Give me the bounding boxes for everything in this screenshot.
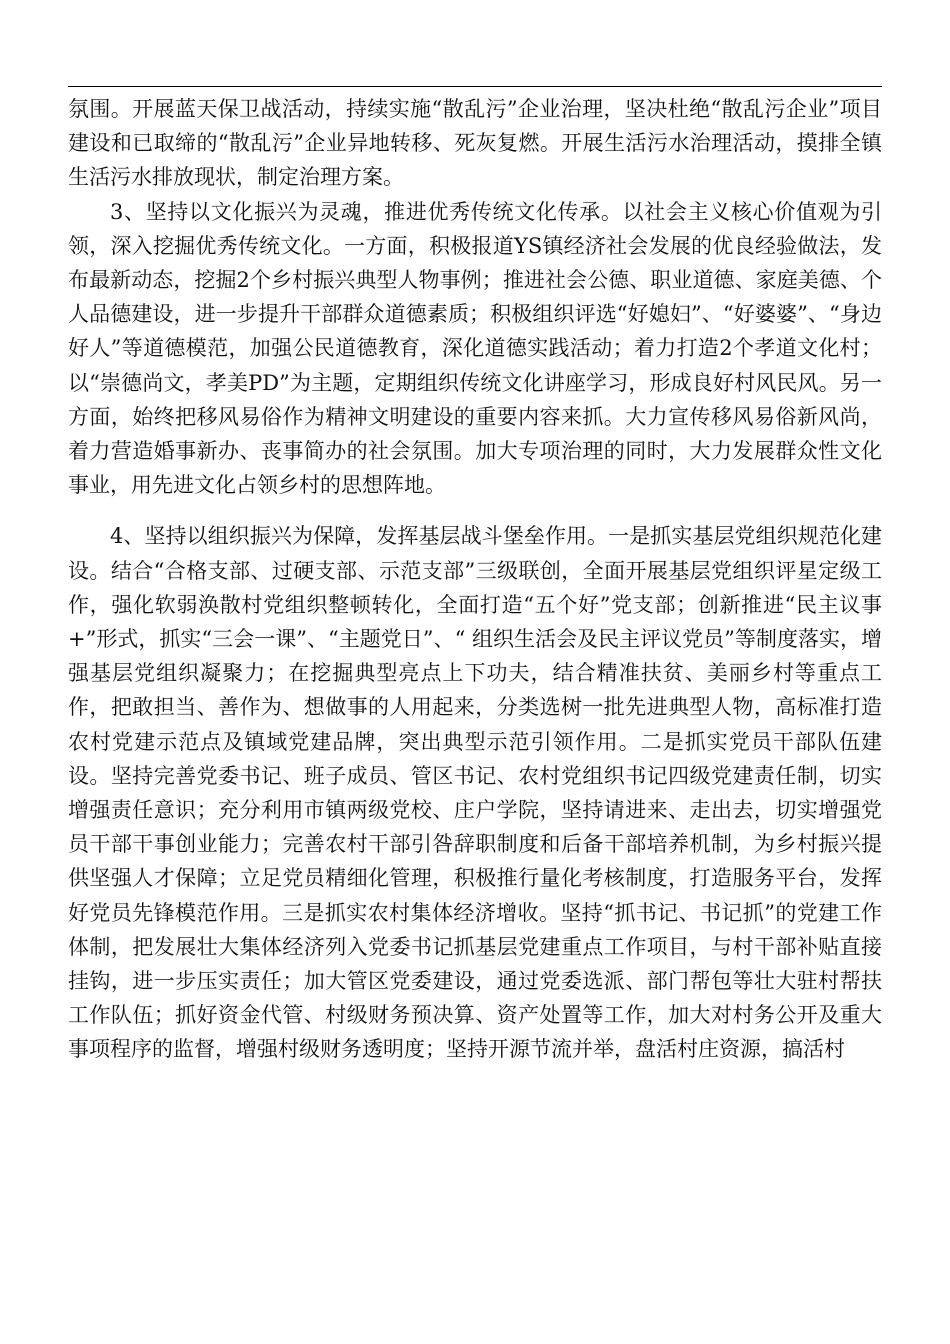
document-body (68, 92, 882, 1067)
paragraph-culture-revitalization: 3、坚持以文化振兴为灵魂，推进优秀传统文化传承。以社会主义核心价值观为引领，深入挖掘优秀传统文化。一方面，积极报道YS镇经济社会发展的优良经验做法，发布最新动态，挖掘2个乡村振兴典型人物事例；推进社会公德、职业道德、家庭美德、个人品德建设，进一步提升干部群众道德素质；积极组织评选“好媳妇”、“好婆婆”、“身边好人”等道德模范，加强公民道德教育，深化道德实践活动；着力打造2个孝道文化村；以“崇德尚文，孝美PD”为主题，定期组织传统文化讲座学习，形成良好村风民风。另一方面，始终把移风易俗作为精神文明建设的重要内容来抓。大力宣传移风易俗新风尚，着力营造婚事新办、丧事简办的社会氛围。加大专项治理的同时，大力发展群众性文化事业，用先进文化占领乡村的思想阵地。 (68, 199, 882, 498)
paragraph-continued: 氛围。开展蓝天保卫战活动，持续实施“散乱污”企业治理，坚决杜绝“散乱污企业”项目建设和已取缔的“散乱污”企业异地转移、死灰复燃。开展生活污水治理活动，摸排全镇生活污水排放现状，制定治理方案。 (68, 97, 882, 190)
header-rule (68, 86, 882, 87)
paragraph-organization-revitalization: 4、坚持以组织振兴为保障，发挥基层战斗堡垒作用。一是抓实基层党组织规范化建设。结合“合格支部、过硬支部、示范支部”三级联创，全面开展基层党组织评星定级工作，强化软弱涣散村党组织整顿转化，全面打造“五个好”党支部；创新推进“民主议事+”形式，抓实“三会一课”、“主题党日”、“ 组织生活会及民主评议党员”等制度落实，增强基层党组织凝聚力；在挖掘典型亮点上下功夫，结合精准扶贫、美丽乡村等重点工作，把敢担当、善作为、想做事的人用起来，分类选树一批先进典型人物，高标准打造农村党建示范点及镇域党建品牌，突出典型示范引领作用。二是抓实党员干部队伍建设。坚持完善党委书记、班子成员、管区书记、农村党组织书记四级党建责任制，切实增强责任意识；充分利用市镇两级党校、庄户学院，坚持请进来、走出去，切实增强党员干部干事创业能力；完善农村干部引咎辞职制度和后备干部培养机制，为乡村振兴提供坚强人才保障；立足党员精细化管理，积极推行量化考核制度，打造服务平台，发挥好党员先锋模范作用。三是抓实农村集体经济增收。坚持“抓书记、书记抓”的党建工作体制，把发展壮大集体经济列入党委书记抓基层党建重点工作项目，与村干部补贴直接挂钩，进一步压实责任；加大管区党委建设，通过党委选派、部门帮包等壮大驻村帮扶工作队伍；抓好资金代管、村级财务预决算、资产处置等工作，加大对村务公开及重大事项程序的监督，增强村级财务透明度；坚持开源节流并举，盘活村庄资源，搞活村 (68, 524, 882, 1062)
